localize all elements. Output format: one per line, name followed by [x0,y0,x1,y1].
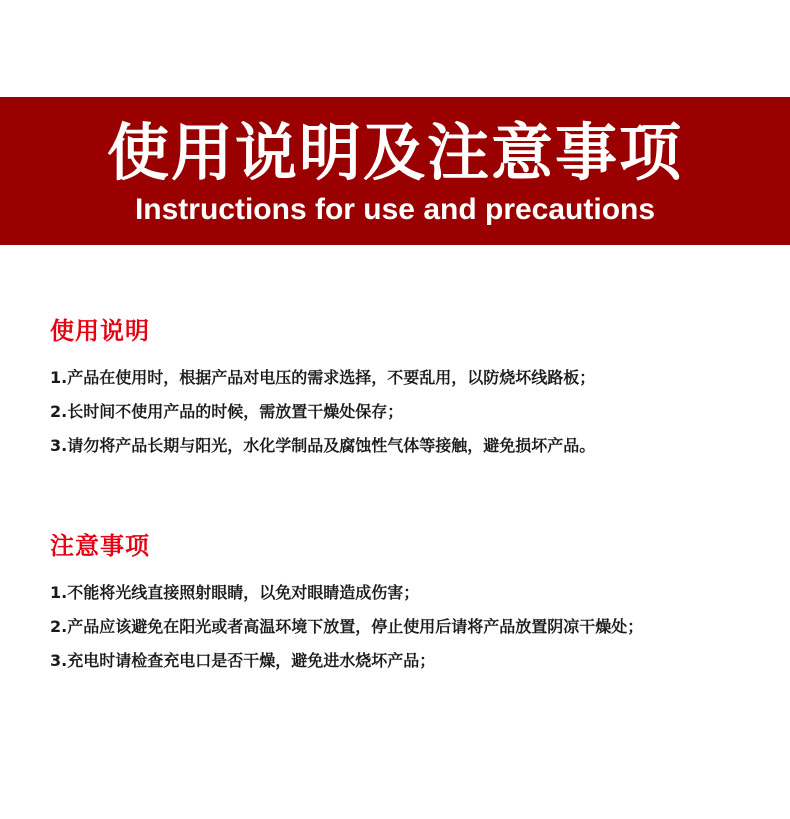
precaution-item: 2.产品应该避免在阳光或者高温环境下放置，停止使用后请将产品放置阴凉干燥处； [50,617,644,636]
usage-instructions-section [50,314,770,470]
banner-title-english: Instructions for use and precautions [134,193,656,226]
precautions-section [50,529,770,685]
precautions-heading: 注意事项 [50,532,150,560]
usage-item: 1.产品在使用时，根据产品对电压的需求选择，不要乱用，以防烧坏线路板； [50,368,596,387]
banner-title-chinese: 使用说明及注意事项 [106,116,683,189]
usage-heading: 使用说明 [50,317,150,345]
usage-item: 3.请勿将产品长期与阳光，水化学制品及腐蚀性气体等接触，避免损坏产品。 [50,436,596,455]
usage-item: 2.长时间不使用产品的时候，需放置干燥处保存； [50,402,404,421]
title-banner [0,97,790,245]
precaution-item: 3.充电时请检查充电口是否干燥，避免进水烧坏产品； [50,651,436,670]
precaution-item: 1.不能将光线直接照射眼睛，以免对眼睛造成伤害； [50,583,420,602]
